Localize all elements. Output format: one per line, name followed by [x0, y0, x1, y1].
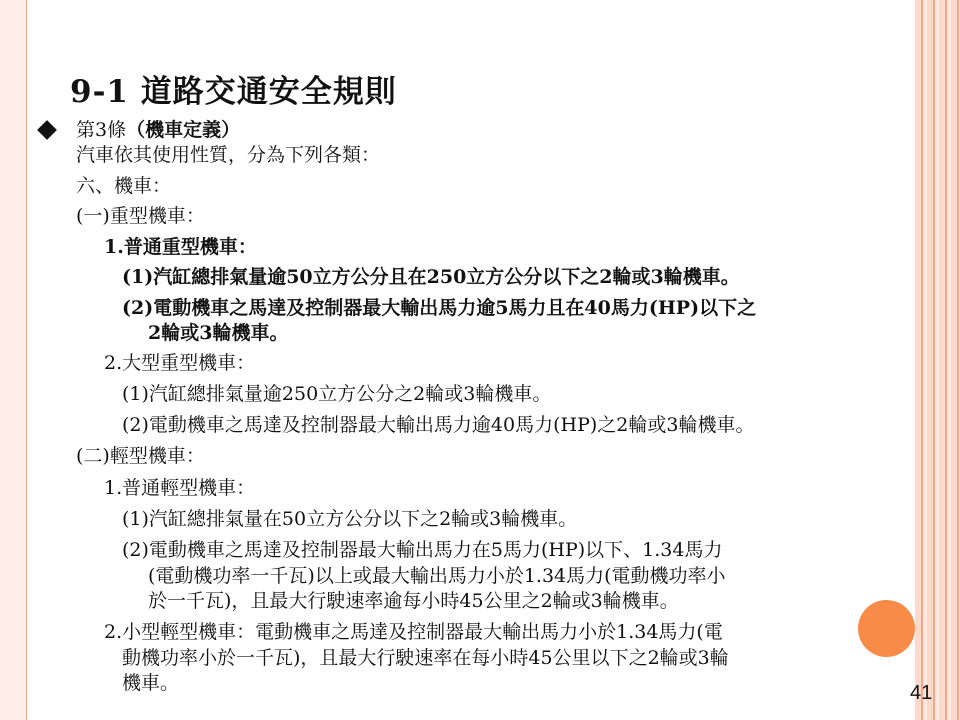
light-small-line-2: 動機功率小於一千瓦)，且最大行駛速率在每小時45公里以下之2輪或3輪 — [122, 647, 729, 669]
decorative-orange-circle — [858, 600, 915, 657]
light-small-line-3: 機車。 — [122, 672, 180, 694]
heavy-normal-item-2-cont: 2輪或3輪機車。 — [148, 322, 289, 344]
light-normal-item-2-cont-2: 於一千瓦)，且最大行駛速率逾每小時45公里之2輪或3輪機車。 — [148, 590, 679, 612]
heavy-section-label: (一)重型機車： — [76, 205, 205, 227]
article-heading-line — [76, 119, 240, 141]
light-small-line-1: 2.小型輕型機車：電動機車之馬達及控制器最大輸出馬力小於1.34馬力(電 — [104, 621, 723, 643]
light-normal-item-2-cont-1: (電動機功率一千瓦)以上或最大輸出馬力小於1.34馬力(電動機功率小 — [148, 565, 726, 587]
heavy-large-label: 2.大型重型機車： — [104, 352, 256, 374]
article-intro: 汽車依其使用性質，分為下列各類： — [76, 144, 381, 166]
slide-title: 9-1 道路交通安全規則 — [70, 74, 397, 110]
category-label: 六、機車： — [76, 175, 172, 197]
heavy-normal-label: 1.普通重型機車： — [104, 236, 257, 258]
heavy-normal-item-2: (2)電動機車之馬達及控制器最大輸出馬力逾5馬力且在40馬力(HP)以下之 — [122, 297, 757, 319]
page-number: 41 — [910, 682, 933, 704]
light-normal-label: 1.普通輕型機車： — [104, 477, 256, 499]
article-heading: （機車定義） — [126, 119, 241, 141]
article-number: 第3條 — [76, 119, 127, 141]
light-normal-item-1: (1)汽缸總排氣量在50立方公分以下之2輪或3輪機車。 — [122, 508, 578, 530]
light-section-label: (二)輕型機車： — [76, 445, 205, 467]
heavy-large-item-2: (2)電動機車之馬達及控制器最大輸出馬力逾40馬力(HP)之2輪或3輪機車。 — [122, 414, 755, 436]
heavy-normal-item-1: (1)汽缸總排氣量逾50立方公分且在250立方公分以下之2輪或3輪機車。 — [122, 266, 740, 288]
heavy-large-item-1: (1)汽缸總排氣量逾250立方公分之2輪或3輪機車。 — [122, 383, 552, 405]
light-normal-item-2: (2)電動機車之馬達及控制器最大輸出馬力在5馬力(HP)以下、1.34馬力 — [122, 539, 723, 561]
